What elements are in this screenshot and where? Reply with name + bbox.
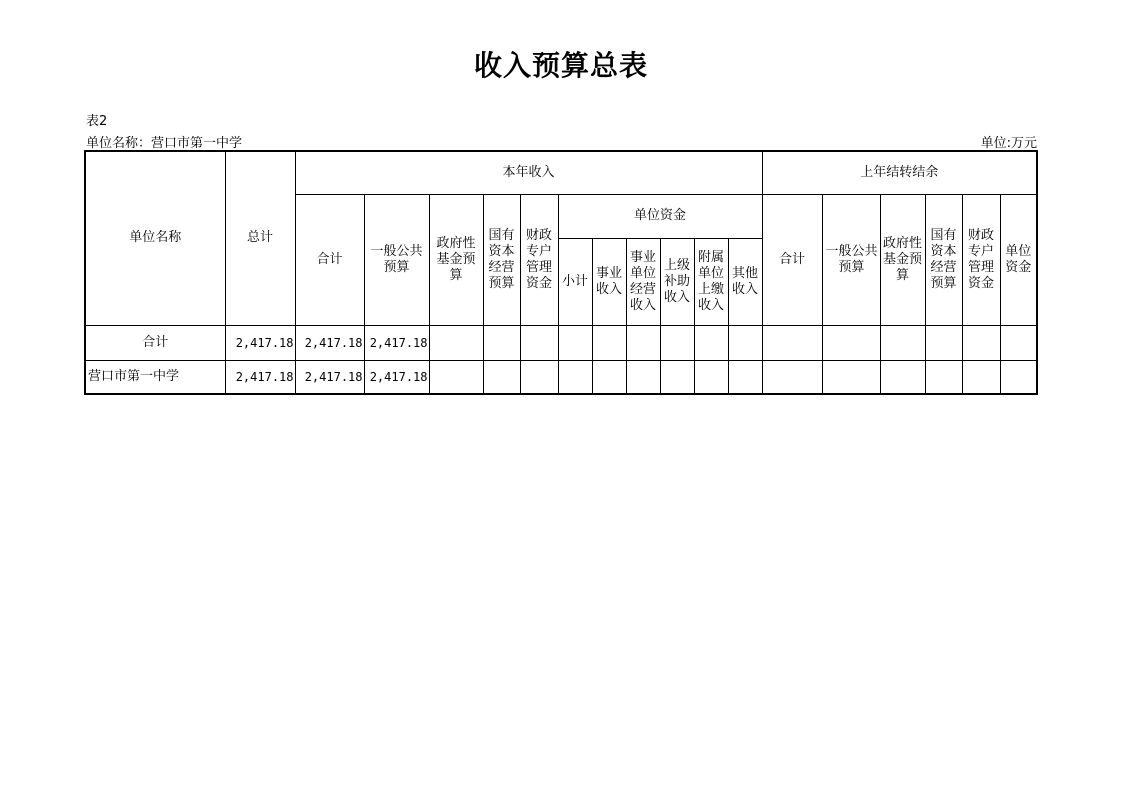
row-total-cell: 2,417.18 bbox=[225, 325, 295, 360]
header-uf-subtotal: 小计 bbox=[558, 238, 592, 325]
row-empty-cell bbox=[762, 360, 822, 394]
header-uf-superior-subsidy: 上级补助收入 bbox=[660, 238, 694, 325]
header-py-unit-funds: 单位资金 bbox=[1000, 194, 1037, 325]
unit-name-label: 单位名称：营口市第一中学 bbox=[86, 136, 243, 151]
row-empty-cell bbox=[660, 325, 694, 360]
table-number: 表2 bbox=[86, 114, 108, 129]
row-name-cell: 营口市第一中学 bbox=[85, 360, 225, 394]
header-cy-unit-funds: 单位资金 bbox=[558, 194, 762, 238]
header-cy-total: 合计 bbox=[295, 194, 364, 325]
row-empty-cell bbox=[626, 360, 660, 394]
row-empty-cell bbox=[626, 325, 660, 360]
row-empty-cell bbox=[822, 325, 880, 360]
row-empty-cell bbox=[1000, 325, 1037, 360]
header-unit-name: 单位名称 bbox=[85, 151, 225, 325]
row-empty-cell bbox=[762, 325, 822, 360]
row-cy-total-cell: 2,417.18 bbox=[295, 325, 364, 360]
header-cy-general-budget: 一般公共预算 bbox=[364, 194, 429, 325]
row-empty-cell bbox=[925, 325, 962, 360]
table-row bbox=[85, 325, 1037, 360]
header-py-total: 合计 bbox=[762, 194, 822, 325]
header-cy-gov-fund: 政府性基金预算 bbox=[429, 194, 483, 325]
table-row bbox=[85, 360, 1037, 394]
header-uf-affiliated-remit: 附属单位上缴收入 bbox=[694, 238, 728, 325]
row-empty-cell bbox=[925, 360, 962, 394]
row-empty-cell bbox=[694, 360, 728, 394]
page-title: 收入预算总表 bbox=[473, 49, 648, 82]
header-current-year-income: 本年收入 bbox=[295, 151, 762, 194]
header-py-general-budget: 一般公共预算 bbox=[822, 194, 880, 325]
header-py-gov-fund: 政府性基金预算 bbox=[880, 194, 925, 325]
header-total: 总计 bbox=[225, 151, 295, 325]
row-empty-cell bbox=[728, 360, 762, 394]
header-prior-year-carryover: 上年结转结余 bbox=[762, 151, 1037, 194]
header-uf-other-income: 其他收入 bbox=[728, 238, 762, 325]
row-empty-cell bbox=[1000, 360, 1037, 394]
row-empty-cell bbox=[962, 360, 1000, 394]
row-empty-cell bbox=[660, 360, 694, 394]
income-budget-table bbox=[84, 150, 1038, 395]
row-empty-cell bbox=[483, 360, 520, 394]
row-empty-cell bbox=[429, 360, 483, 394]
row-cy-general-budget-cell: 2,417.18 bbox=[364, 325, 429, 360]
row-empty-cell bbox=[520, 360, 558, 394]
row-empty-cell bbox=[694, 325, 728, 360]
currency-unit-label: 单位:万元 bbox=[980, 136, 1037, 151]
row-name-cell: 合计 bbox=[85, 325, 225, 360]
row-empty-cell bbox=[592, 325, 626, 360]
row-cy-general-budget-cell: 2,417.18 bbox=[364, 360, 429, 394]
row-empty-cell bbox=[962, 325, 1000, 360]
row-empty-cell bbox=[558, 325, 592, 360]
row-empty-cell bbox=[880, 325, 925, 360]
row-empty-cell bbox=[429, 325, 483, 360]
row-empty-cell bbox=[592, 360, 626, 394]
row-total-cell: 2,417.18 bbox=[225, 360, 295, 394]
row-empty-cell bbox=[483, 325, 520, 360]
row-empty-cell bbox=[558, 360, 592, 394]
row-empty-cell bbox=[520, 325, 558, 360]
header-cy-state-capital: 国有资本经营预算 bbox=[483, 194, 520, 325]
header-cy-fiscal-special: 财政专户管理资金 bbox=[520, 194, 558, 325]
row-empty-cell bbox=[880, 360, 925, 394]
header-py-state-capital: 国有资本经营预算 bbox=[925, 194, 962, 325]
row-empty-cell bbox=[822, 360, 880, 394]
header-uf-business-operating: 事业单位经营收入 bbox=[626, 238, 660, 325]
header-uf-business-income: 事业收入 bbox=[592, 238, 626, 325]
row-cy-total-cell: 2,417.18 bbox=[295, 360, 364, 394]
header-py-fiscal-special: 财政专户管理资金 bbox=[962, 194, 1000, 325]
row-empty-cell bbox=[728, 325, 762, 360]
